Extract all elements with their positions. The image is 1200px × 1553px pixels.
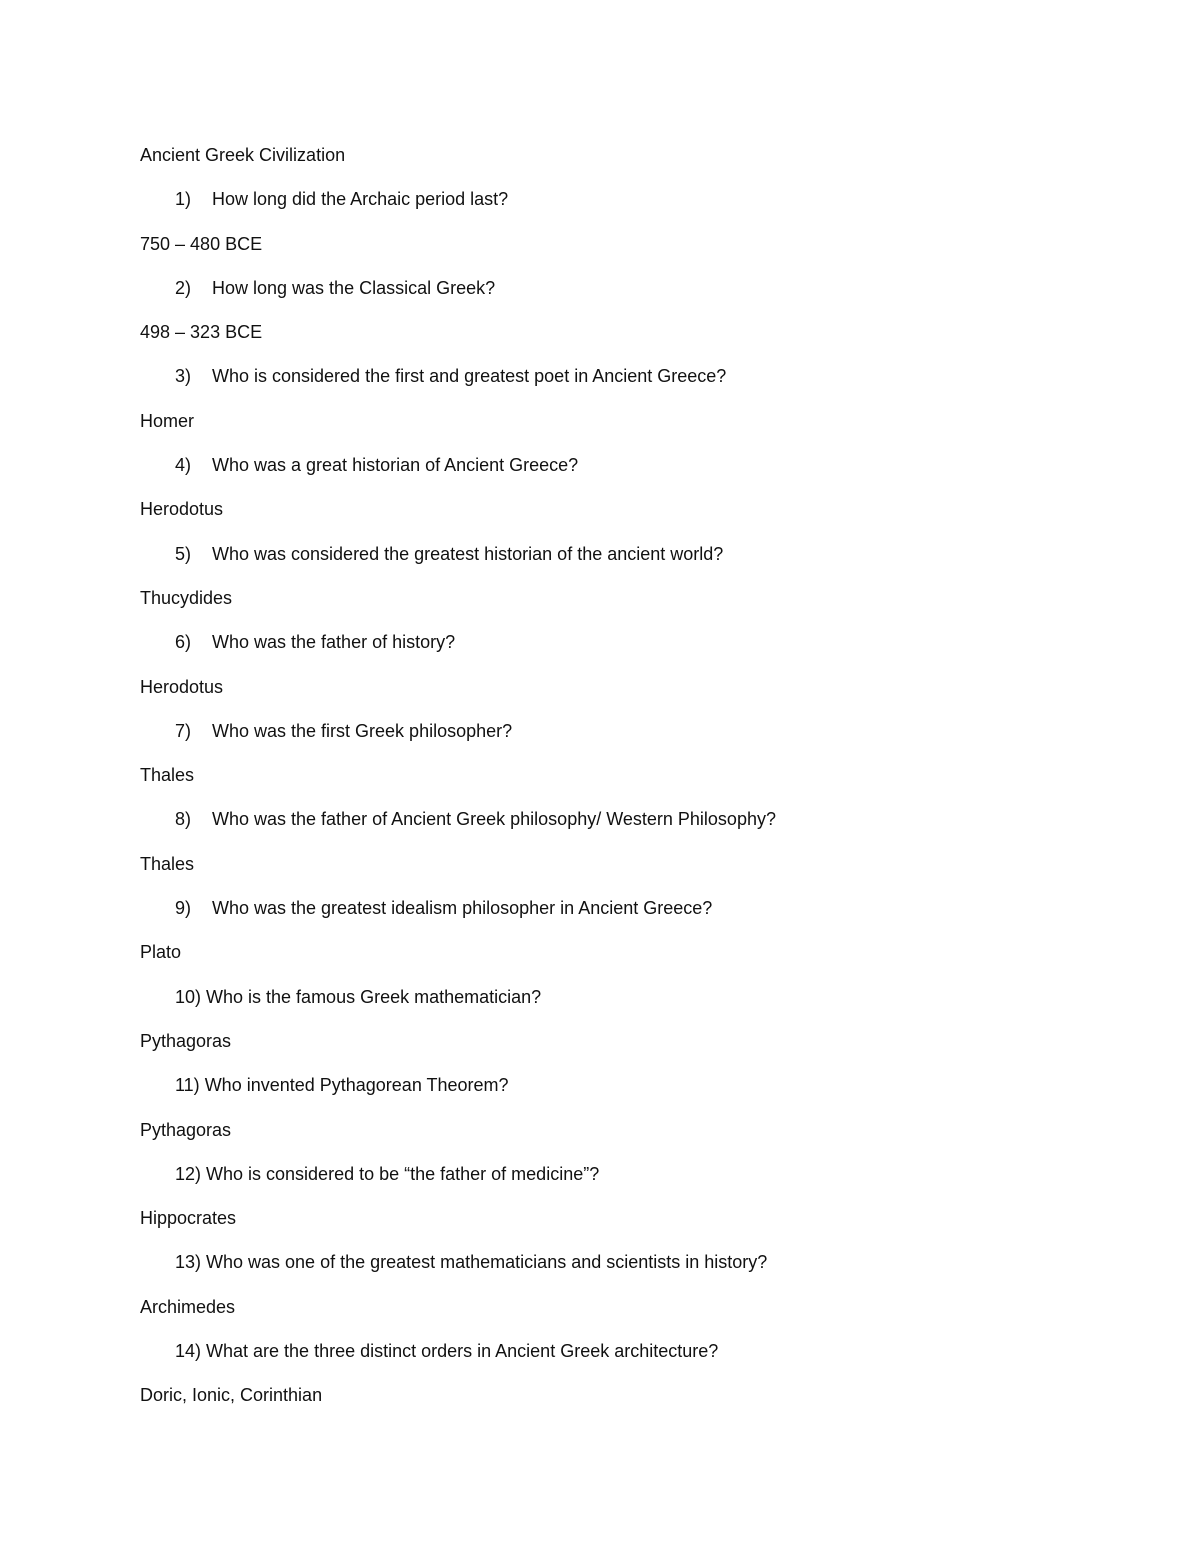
- question-text: Who was one of the greatest mathematicians and scientists in history?: [206, 1252, 768, 1273]
- answer-line: Herodotus: [140, 499, 224, 520]
- question-text: Who was the father of history?: [212, 632, 456, 653]
- question-number: 1): [175, 189, 192, 210]
- question-text: How long did the Archaic period last?: [212, 189, 509, 210]
- question-number: 10): [175, 986, 202, 1007]
- answer-line: 750 – 480 BCE: [140, 233, 263, 254]
- question-text: Who invented Pythagorean Theorem?: [204, 1075, 509, 1096]
- question-text: How long was the Classical Greek?: [212, 277, 496, 298]
- answer-line: 498 – 323 BCE: [140, 322, 263, 343]
- question-line: [140, 984, 1120, 1028]
- answer-line: Archimedes: [140, 1296, 236, 1317]
- question-line: [140, 629, 1120, 673]
- answer-line: Pythagoras: [140, 1030, 232, 1051]
- question-number: 12): [175, 1163, 202, 1184]
- question-line: [140, 718, 1120, 762]
- answer-line: Plato: [140, 942, 182, 963]
- question-text: Who is considered the first and greatest poet in Ancient Greece?: [212, 366, 727, 387]
- question-number: 5): [175, 543, 192, 564]
- question-line: [140, 806, 1120, 850]
- question-line: [140, 1161, 1120, 1205]
- question-text: What are the three distinct orders in Ancient Greek architecture?: [206, 1341, 719, 1362]
- question-line: [140, 1249, 1120, 1293]
- question-number: 2): [175, 277, 192, 298]
- question-text: Who was the greatest idealism philosopher in Ancient Greece?: [212, 898, 713, 919]
- answer-line: Pythagoras: [140, 1119, 232, 1140]
- answer-line: Herodotus: [140, 676, 224, 697]
- document-title: Ancient Greek Civilization: [140, 145, 346, 165]
- question-text: Who is considered to be “the father of medicine”?: [206, 1163, 600, 1184]
- answer-line: Hippocrates: [140, 1208, 237, 1229]
- question-line: [140, 1072, 1120, 1116]
- answer-line: Doric, Ionic, Corinthian: [140, 1385, 323, 1406]
- question-number: 14): [175, 1341, 202, 1362]
- answer-line: Thales: [140, 765, 195, 786]
- question-text: Who is the famous Greek mathematician?: [206, 986, 542, 1007]
- question-number: 3): [175, 366, 192, 387]
- question-text: Who was the father of Ancient Greek philosophy/ Western Philosophy?: [212, 809, 776, 830]
- question-number: 8): [175, 809, 192, 830]
- qa-list: [140, 186, 1120, 1426]
- question-number: 4): [175, 455, 192, 476]
- question-text: Who was the first Greek philosopher?: [212, 720, 513, 741]
- question-line: [140, 895, 1120, 939]
- question-line: [140, 363, 1120, 407]
- answer-line: Homer: [140, 410, 195, 431]
- question-line: [140, 452, 1120, 496]
- question-text: Who was considered the greatest historian of the ancient world?: [212, 543, 724, 564]
- question-text: Who was a great historian of Ancient Greece?: [212, 455, 579, 476]
- answer-line: Thucydides: [140, 587, 233, 608]
- question-number: 6): [175, 632, 192, 653]
- answer-line: Thales: [140, 853, 195, 874]
- question-number: 13): [175, 1252, 202, 1273]
- question-line: [140, 541, 1120, 585]
- question-line: [140, 275, 1120, 319]
- question-number: 11): [175, 1075, 200, 1096]
- document-body: [140, 142, 1120, 1427]
- question-line: [140, 1338, 1120, 1382]
- question-number: 9): [175, 898, 192, 919]
- question-line: [140, 186, 1120, 230]
- question-number: 7): [175, 720, 192, 741]
